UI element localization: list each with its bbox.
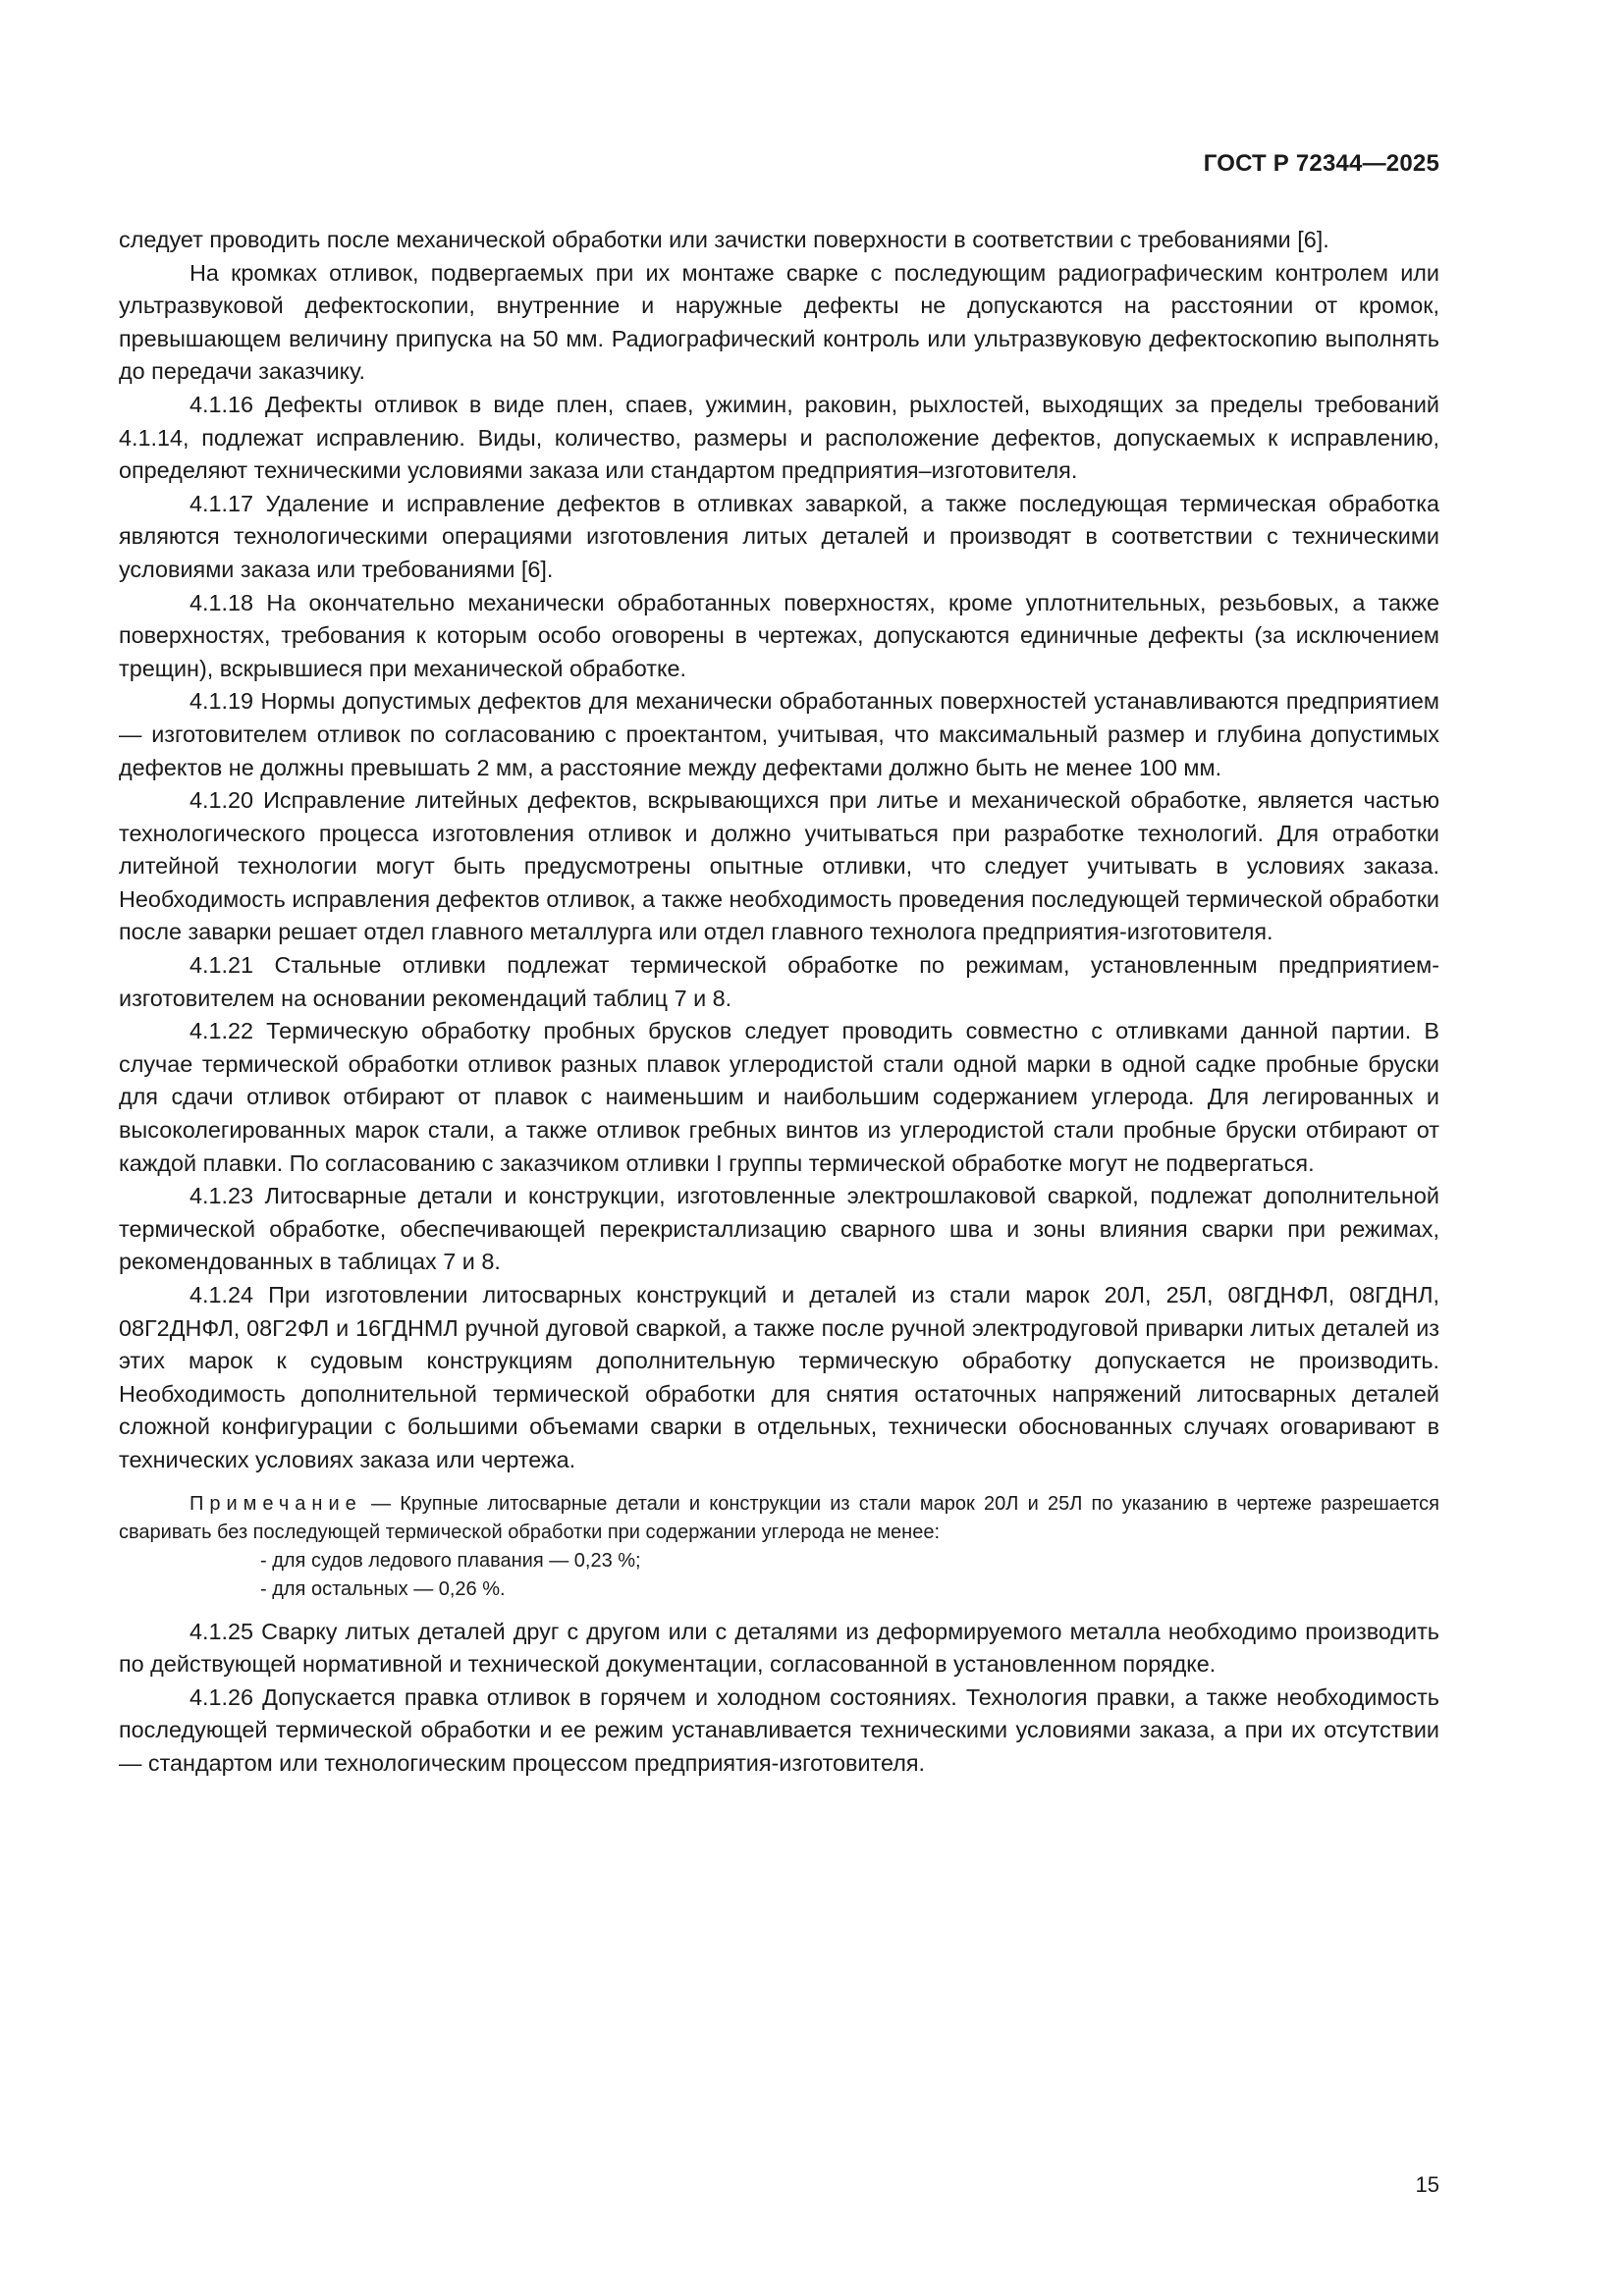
clause-4-1-25: 4.1.25 Сварку литых деталей друг с другом или с деталями из деформируемого металла необходимо производить по действующей нормативной и технической документации, согласованной в установленном порядке. [119,1618,1439,1678]
clause-4-1-16: 4.1.16 Дефекты отливок в виде плен, спаев, ужимин, раковин, рыхлостей, выходящих за пределы требований 4.1.14, подлежат исправлению. Виды, количество, размеры и расположение дефектов, допускаемых к исправлению, определяют техническими условиями заказа или стандартом предприятия–изготовителя. [119,391,1439,484]
standard-designation: ГОСТ Р 72344—2025 [1203,150,1439,177]
clause-4-1-24: 4.1.24 При изготовлении литосварных конструкций и деталей из стали марок 20Л, 25Л, 08ГДНФЛ, 08ГДНЛ, 08Г2ДНФЛ, 08Г2ФЛ и 16ГДНМЛ ручной дуговой сваркой, а также после ручной электродуговой приварки литых деталей из этих марок к судовым конструкциям дополнительную термическую обработку допускается не производить. Необходимость дополнительной термической обработки для снятия остаточных напряжений литосварных деталей сложной конфигурации с большими объемами сварки в отдельных, технически обоснованных случаях оговаривают в технических условиях заказа или чертежа. [119,1282,1439,1472]
clause-4-1-17: 4.1.17 Удаление и исправление дефектов в отливках заваркой, а также последующая термическая обработка являются технологическими операциями изготовления литых деталей и производят в соответствии с техническими условиями заказа или требованиями [6]. [119,490,1439,582]
clause-4-1-19: 4.1.19 Нормы допустимых дефектов для механически обработанных поверхностей устанавливаются предприятием — изготовителем отливок по согласованию с проектантом, учитывая, что максимальный размер и глубина допустимых дефектов не должны превышать 2 мм, а расстояние между дефектами должно быть не менее 100 мм. [119,688,1439,780]
clause-4-1-23: 4.1.23 Литосварные детали и конструкции, изготовленные электрошлаковой сваркой, подлежат дополнительной термической обработке, обеспечивающей перекристаллизацию сварного шва и зоны влияния сварки при режимах, рекомендованных в таблицах 7 и 8. [119,1183,1439,1275]
note-main [119,1490,1439,1547]
clause-4-1-20: 4.1.20 Исправление литейных дефектов, вскрывающихся при литье и механической обработке, является частью технологического процесса изготовления отливок и должно учитываться при разработке технологий. Для отработки литейной технологии могут быть предусмотрены опытные отливки, что следует учитывать в условиях заказа. Необходимость исправления дефектов отливок, а также необходимость проведения последующей термической обработки после заварки решает отдел главного металлурга или отдел главного технолога предприятия-изготовителя. [119,787,1439,945]
note-label: Примечание [189,1492,362,1515]
paragraph-continuation: следует проводить после механической обработки или зачистки поверхности в соответствии с требованиями [6]. [119,227,1329,252]
note-item: - для остальных — 0,26 %. [260,1577,506,1600]
note-text: — Крупные литосварные детали и конструкции из стали марок 20Л и 25Л по указанию в чертеже разрешается сваривать без последующей термической обработки при содержании углерода не менее: [119,1492,1439,1543]
main-text [119,224,1439,1781]
page-number: 15 [1415,2172,1439,2197]
clause-4-1-26: 4.1.26 Допускается правка отливок в горячем и холодном состояниях. Технология правки, а также необходимость последующей термической обработки и ее режим устанавливается техническими условиями заказа, а при их отсутствии — стандартом или технологическим процессом предприятия-изготовителя. [119,1683,1439,1776]
note-item: - для судов ледового плавания — 0,23 %; [260,1549,641,1572]
clause-4-1-22: 4.1.22 Термическую обработку пробных брусков следует проводить совместно с отливками данной партии. В случае термической обработки отливок разных плавок углеродистой стали одной марки в одной садке пробные бруски для сдачи отливок отбирают от плавок с наименьшим и наибольшим содержанием углерода. Для легированных и высоколегированных марок стали, а также отливок гребных винтов из углеродистой стали пробные бруски отбирают от каждой плавки. По согласованию с заказчиком отливки I группы термической обработке могут не подвергаться. [119,1018,1439,1176]
clause-4-1-18: 4.1.18 На окончательно механически обработанных поверхностях, кроме уплотнительных, резьбовых, а также поверхностях, требования к которым особо оговорены в чертежах, допускаются единичные дефекты (за исключением трещин), вскрывшиеся при механической обработке. [119,589,1439,681]
note-block [119,1490,1439,1604]
clause-4-1-21: 4.1.21 Стальные отливки подлежат термической обработке по режимам, установленным предприятием-изготовителем на основании рекомендаций таблиц 7 и 8. [119,952,1439,1011]
paragraph-edge-defects: На кромках отливок, подвергаемых при их монтаже сварке с последующим радиографическим контролем или ультразвуковой дефектоскопии, внутренние и наружные дефекты не допускаются на расстоянии от кромок, превышающем величину припуска на 50 мм. Радиографический контроль или ультразвуковую дефектоскопию выполнять до передачи заказчику. [119,259,1439,385]
